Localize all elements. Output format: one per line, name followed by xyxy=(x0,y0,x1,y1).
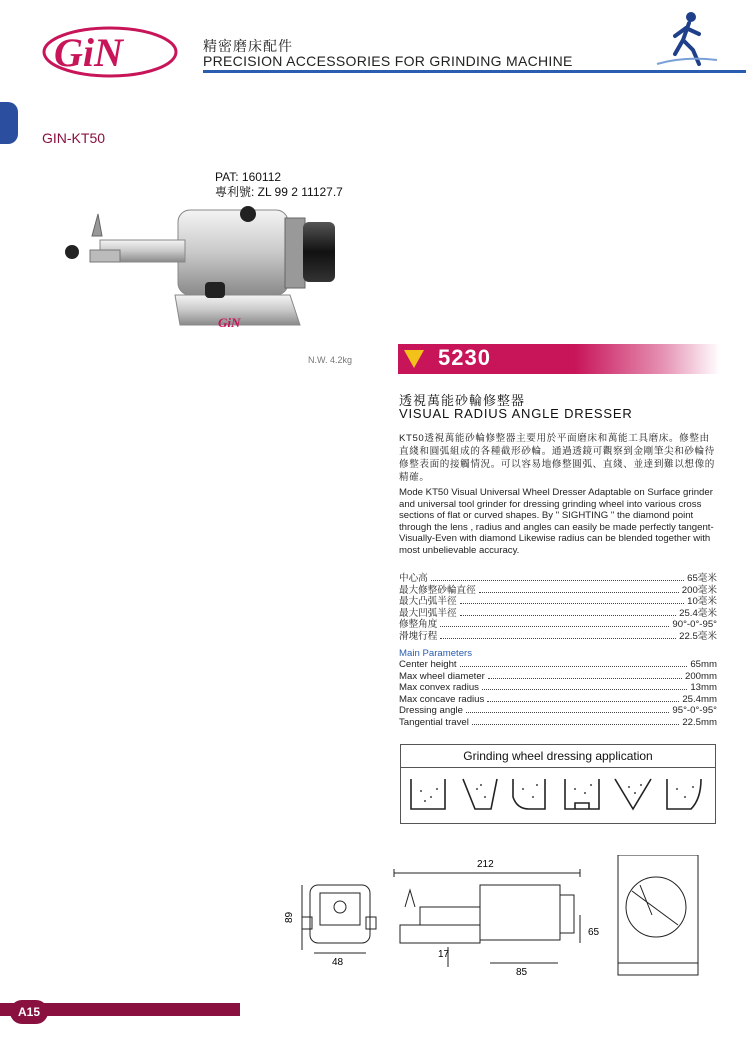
header-rule xyxy=(203,70,746,73)
product-description-en: Mode KT50 Visual Universal Wheel Dresser Adaptable on Surface grinder and universal tool grinder for dressing grinding wheel into various cross sections of flat or curved shapes. By " SIGHTING " the diamond point through the lens , radius and angles can easily be made perfectly tangent-Visually-Even with diamond Likewise radius can be blended together with most unbelievable accuracy. xyxy=(399,487,714,556)
section-tab xyxy=(0,102,18,144)
spec-value: 10毫米 xyxy=(687,596,717,608)
model-code: GIN-KT50 xyxy=(42,130,106,146)
spec-label: 中心高 xyxy=(399,573,428,584)
spec-row xyxy=(399,596,717,608)
spec-label: 滑塊行程 xyxy=(399,630,438,642)
profile-angle-icon xyxy=(463,779,497,809)
spec-label: 修整角度 xyxy=(399,619,438,631)
spec-label: Center height xyxy=(399,659,457,670)
detail-view xyxy=(618,855,698,975)
spec-label: 最大凸弧半徑 xyxy=(399,596,457,608)
patent-line-1: PAT: 160112 xyxy=(215,170,282,184)
spec-value: 22.5毫米 xyxy=(679,630,717,642)
dim-85: 85 xyxy=(516,967,528,978)
profile-vee-icon xyxy=(615,779,651,809)
product-name-cn: 透視萬能砂輪修整器 xyxy=(399,393,526,408)
spec-row xyxy=(399,585,717,597)
spec-row xyxy=(399,705,717,717)
product-photo xyxy=(60,200,360,340)
dim-48: 48 xyxy=(332,957,344,968)
spec-label: Max concave radius xyxy=(399,693,485,705)
spec-value: 25.4mm xyxy=(682,693,717,705)
spec-row xyxy=(399,659,717,671)
spec-row xyxy=(399,619,717,631)
photo-brand-mark: GiN xyxy=(218,315,241,330)
dim-212: 212 xyxy=(477,859,494,870)
spec-row xyxy=(399,631,717,643)
spec-value: 90°-0°-95° xyxy=(672,619,717,631)
application-title: Grinding wheel dressing application xyxy=(400,744,716,768)
header-title-cn: 精密磨床配件 xyxy=(203,38,293,54)
wheel-profile-shapes xyxy=(405,775,715,815)
spec-value: 25.4毫米 xyxy=(679,607,717,619)
spec-label: Max convex radius xyxy=(399,682,479,694)
spec-table-en xyxy=(399,659,717,729)
spec-label: Dressing angle xyxy=(399,705,463,717)
header-title-en: PRECISION ACCESSORIES FOR GRINDING MACHINE xyxy=(203,53,573,69)
profile-flat-icon xyxy=(411,779,445,809)
spec-value: 22.5mm xyxy=(682,716,717,728)
profile-convex-icon xyxy=(513,779,545,809)
profile-notch-icon xyxy=(565,779,599,809)
spec-table-cn xyxy=(399,573,717,643)
gin-logo xyxy=(40,22,180,80)
product-number: 5230 xyxy=(438,345,491,370)
spec-row xyxy=(399,694,717,706)
spec-value: 65mm xyxy=(690,659,717,670)
spec-value: 13mm xyxy=(690,682,717,694)
main-parameters-heading: Main Parameters xyxy=(399,648,473,659)
page-number-badge: A15 xyxy=(10,1000,48,1024)
spec-row xyxy=(399,608,717,620)
product-name-en: VISUAL RADIUS ANGLE DRESSER xyxy=(399,406,633,421)
spec-row xyxy=(399,671,717,683)
spec-label: 最大修整砂輪直徑 xyxy=(399,584,476,596)
spec-row xyxy=(399,573,717,585)
spec-row xyxy=(399,717,717,729)
runner-icon xyxy=(655,10,720,68)
spec-label: Tangential travel xyxy=(399,716,469,728)
product-description-cn: KT50透視萬能砂輪修整器主要用於平面磨床和萬能工具磨床。修整由直綫和圓弧組成的各種截形砂輪。通過透鏡可觀察到金剛筆尖和砂輪待修整表面的接觸情況。可以容易地修整圓弧、直綫、並達到難以想像的精確。 xyxy=(399,433,716,483)
spec-value: 95°-0°-95° xyxy=(672,705,717,717)
dim-89: 89 xyxy=(284,911,295,923)
patent-info xyxy=(215,170,343,200)
technical-drawings xyxy=(280,855,746,985)
spec-value: 65毫米 xyxy=(687,573,717,584)
spec-value: 200mm xyxy=(685,670,717,682)
net-weight: N.W. 4.2kg xyxy=(308,355,353,365)
spec-label: 最大凹弧半徑 xyxy=(399,607,457,619)
profile-radius-icon xyxy=(667,779,701,809)
dim-17: 17 xyxy=(438,949,450,960)
spec-label: Max wheel diameter xyxy=(399,670,485,682)
patent-line-2: 專利號: ZL 99 2 11127.7 xyxy=(215,185,343,199)
spec-row xyxy=(399,682,717,694)
dim-65: 65 xyxy=(588,927,600,938)
front-view xyxy=(310,885,370,943)
spec-value: 200毫米 xyxy=(681,584,717,596)
triangle-marker-icon xyxy=(404,350,424,368)
side-view xyxy=(400,925,480,943)
logo-text: GiN xyxy=(54,30,123,75)
